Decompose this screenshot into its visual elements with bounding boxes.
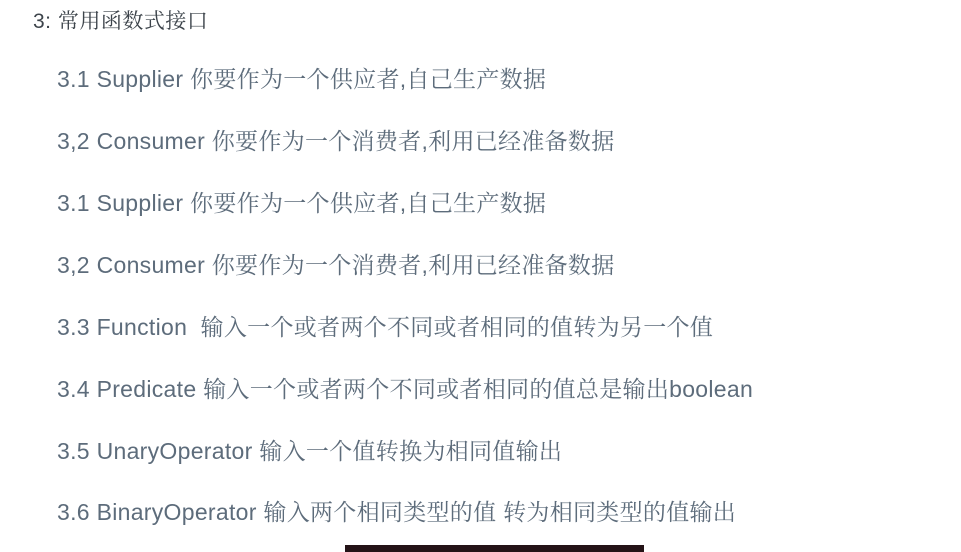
- list-item: 3.3 Function 输入一个或者两个不同或者相同的值转为另一个值: [57, 314, 714, 340]
- horizontal-scrollbar-thumb[interactable]: [345, 545, 644, 552]
- list-item: 3.6 BinaryOperator 输入两个相同类型的值 转为相同类型的值输出: [57, 499, 737, 525]
- section-heading: 3: 常用函数式接口: [33, 10, 209, 33]
- list-item: 3.4 Predicate 输入一个或者两个不同或者相同的值总是输出boolean: [57, 376, 754, 402]
- list-item: 3,2 Consumer 你要作为一个消费者,利用已经准备数据: [57, 128, 615, 154]
- list-item: 3.1 Supplier 你要作为一个供应者,自己生产数据: [57, 66, 547, 92]
- list-item: 3.1 Supplier 你要作为一个供应者,自己生产数据: [57, 190, 547, 216]
- list-item: 3,2 Consumer 你要作为一个消费者,利用已经准备数据: [57, 252, 615, 278]
- list-item: 3.5 UnaryOperator 输入一个值转换为相同值输出: [57, 438, 563, 464]
